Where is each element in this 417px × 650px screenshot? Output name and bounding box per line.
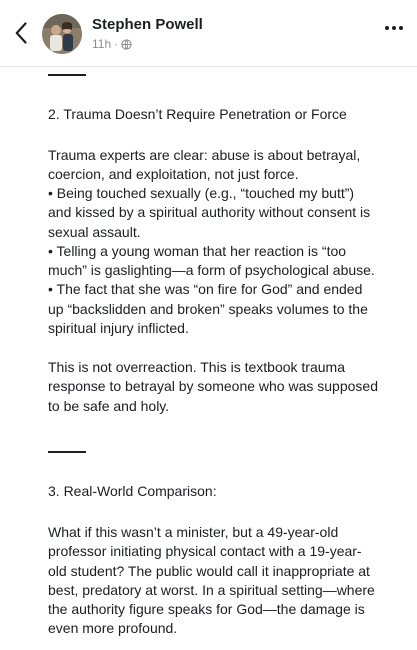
avatar-photo-icon bbox=[42, 14, 82, 54]
section-3-body: What if this wasn’t a minister, but a 49-year-old professor initiating physical contact with a 19-year- old student? The public would call it inappropriate at best, predatory at worst. In a spiritual setting—where the authority figure speaks for God—the damage is even more profound. bbox=[48, 524, 375, 637]
dot-icon bbox=[385, 26, 389, 30]
dot-icon bbox=[392, 26, 396, 30]
section-3-heading: 3. Real-World Comparison: bbox=[48, 483, 217, 499]
section-divider bbox=[48, 451, 86, 453]
globe-icon bbox=[121, 39, 132, 50]
section-2-heading: 2. Trauma Doesn’t Require Penetration or Force bbox=[48, 106, 347, 122]
list-item: • The fact that she was “on fire for God” and ended up “backslidden and broken” speaks volumes to the spiritual injury inflicted. bbox=[48, 281, 368, 337]
bullet-list bbox=[48, 184, 410, 338]
more-options-button[interactable] bbox=[385, 26, 403, 30]
author-name[interactable]: Stephen Powell bbox=[92, 16, 203, 33]
meta-separator: · bbox=[114, 37, 119, 51]
section-divider bbox=[48, 74, 86, 76]
list-item: • Being touched sexually (e.g., “touched my butt”) and kissed by a spiritual authority without consent is sexual assault. bbox=[48, 185, 371, 240]
back-button[interactable] bbox=[10, 20, 32, 46]
section-2-intro: Trauma experts are clear: abuse is about betrayal, coercion, and exploitation, not just force. bbox=[48, 147, 361, 183]
post-time[interactable]: 11h bbox=[92, 37, 112, 51]
post-header bbox=[0, 0, 417, 67]
dot-icon bbox=[399, 26, 403, 30]
list-item: • Telling a young woman that her reaction is “too much” is gaslighting—a form of psychological abuse. bbox=[48, 242, 375, 279]
avatar[interactable] bbox=[42, 14, 82, 54]
chevron-left-icon bbox=[15, 22, 27, 44]
section-2-conclusion: This is not overreaction. This is textbook trauma response to betrayal by someone who was supposed to be safe and holy. bbox=[48, 359, 378, 414]
post-meta bbox=[92, 37, 132, 51]
